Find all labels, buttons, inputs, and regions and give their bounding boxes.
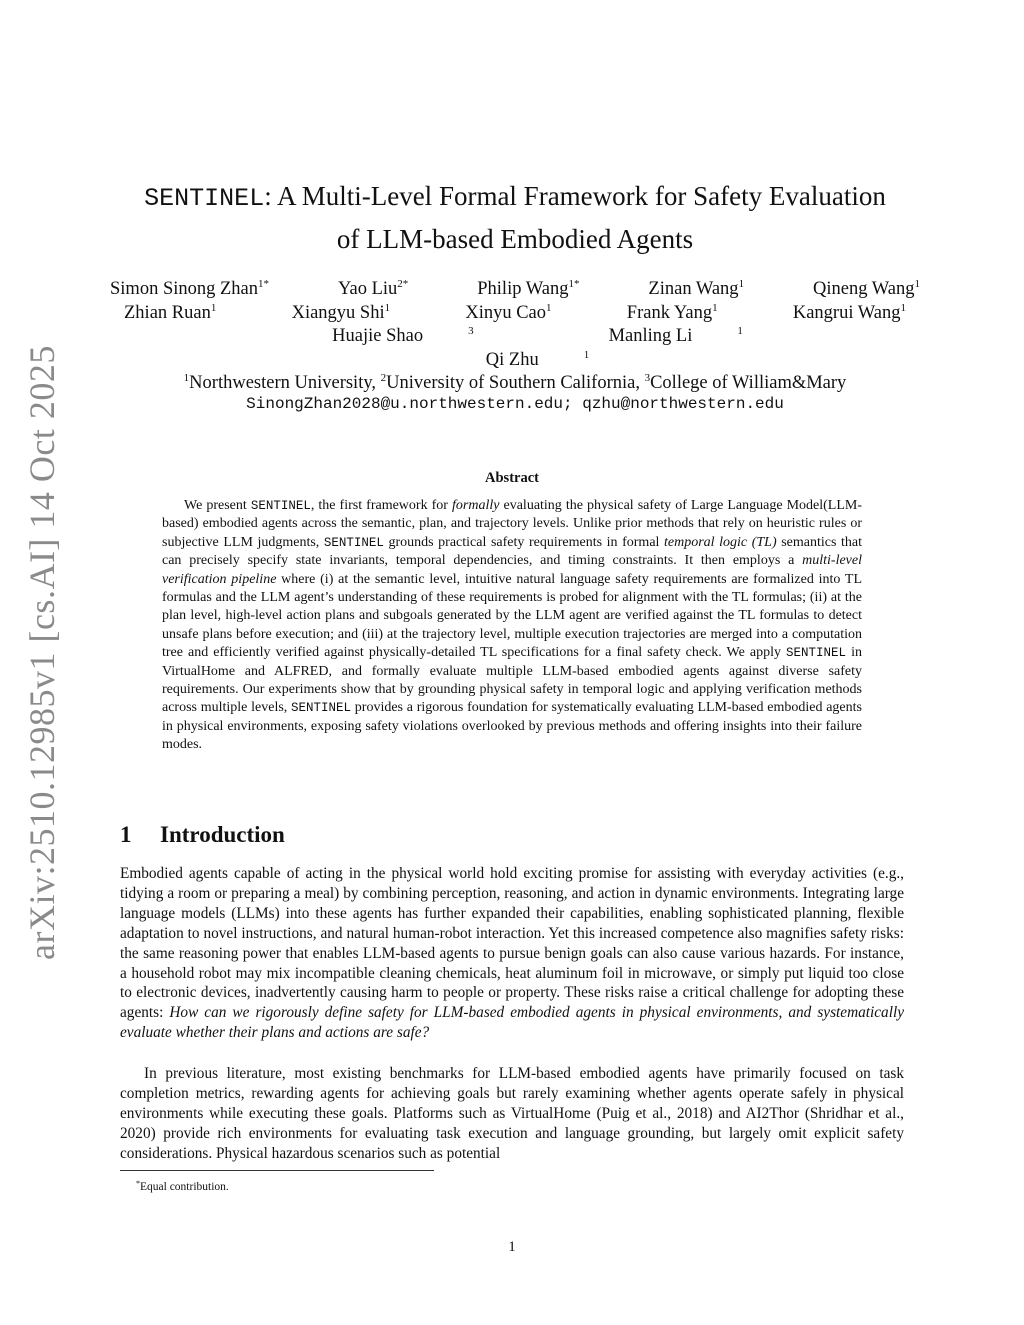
author: Simon Sinong Zhan$^{1*}$: [110, 278, 270, 299]
author: Zinan Wang$^1$: [648, 278, 745, 299]
author: Frank Yang$^1$: [626, 301, 718, 323]
footnote-divider: [120, 1170, 434, 1171]
affiliations: $^1$Northwestern University, $^2$University of Southern California, $^3$College of William&Mary: [183, 372, 847, 393]
intro-paragraph-1: Embodied agents capable of acting in the physical world hold exciting promise for assisting with everyday activities (e.g., tidying a room or preparing a meal) by combining perception, reasoning, and action in dynamic environments. Integrating large language models (LLMs) into these agents has further expanded their capabilities, enabling sophisticated planning, flexible adaptation to novel instructions, and natural human-robot interaction. Yet this increased competence also magnifies safety risks: the same reasoning power that enables LLM-based agents to pursue benign goals can also cause various hazards. For instance, a household robot may mix incompatible cleaning chemicals, heat aluminum foil in microwave, or simply put liquid too close to electronic devices, inadvertently causing harm to people or property. These risks raise a critical challenge for adopting these agents: How can we rigorously define safety for LLM-based embodied agents in physical environments, and systematically evaluate whether their plans and actions are safe?: [120, 865, 905, 1042]
author-row-3: [110, 320, 920, 344]
page-number: 1: [508, 1239, 516, 1255]
paper-title: [110, 176, 920, 259]
author-list: [110, 273, 920, 370]
abstract-text: We present SENTINEL, the first framework for formally evaluating the physical safety of Large Language Model(LLM-based) embodied agents across the semantic, plan, and trajectory levels. Unlike prior methods that rely on heuristic rules or subjective LLM judgments, SENTINEL grounds practical safety requirements in formal temporal logic (TL) semantics that can precisely specify state invariants, temporal dependencies, and timing constraints. It then employs a multi-level verification pipeline where (i) at the semantic level, intuitive natural language safety requirements are formalized into TL formulas and the LLM agent’s understanding of these requirements is probed for alignment with the TL formulas; (ii) at the plan level, high-level action plans and subgoals generated by the LLM agent are verified against the TL formulas to detect unsafe plans before execution; and (iii) at the trajectory level, multiple execution trajectories are merged into a computation tree and efficiently verified against physically-detailed TL specifications for a final safety check. We apply SENTINEL in VirtualHome and ALFRED, and formally evaluate multiple LLM-based embodied agents against diverse safety requirements. Our experiments show that by grounding physical safety in temporal logic and applying verification methods across multiple levels, SENTINEL provides a rigorous foundation for systematically evaluating LLM-based embodied agents in physical environments, exposing safety violations overlooked by previous methods and offering insights into their failure modes.: [162, 498, 863, 753]
title-line1: : A Multi-Level Formal Framework for Safety Evaluation: [264, 181, 886, 211]
title-line2: of LLM-based Embodied Agents: [336, 224, 694, 254]
contact-emails: SinongZhan2028@u.northwestern.edu; qzhu@northwestern.edu: [246, 395, 784, 413]
footnote: *Equal contribution.: [136, 1179, 229, 1193]
abstract-heading: Abstract: [485, 470, 539, 486]
intro-paragraph-2: In previous literature, most existing benchmarks for LLM-based embodied agents have primarily focused on task completion metrics, rewarding agents for achieving goals but rarely examining whether agents operate safely in physical environments while executing these goals. Platforms such as VirtualHome (Puig et al., 2018) and AI2Thor (Shridhar et al., 2020) provide rich environments for evaluating task execution and language grounding, but largely omit explicit safety considerations. Physical hazardous scenarios such as potential: [120, 1065, 904, 1162]
author: Yao Liu$^{2*}$: [337, 278, 409, 299]
author: Xiangyu Shi$^1$: [291, 301, 391, 323]
author: Kangrui Wang$^1$: [792, 301, 906, 323]
author-row-2: [110, 297, 920, 321]
author: Zhian Ruan$^1$: [124, 301, 217, 323]
author: Manling Li $^1$: [608, 325, 743, 346]
author: Huajie Shao $^3$: [332, 325, 474, 346]
section-heading-introduction: 1 Introduction: [120, 822, 285, 847]
author: Philip Wang$^{1*}$: [477, 278, 580, 299]
author-row-4: [110, 344, 920, 368]
author: Xinyu Cao$^1$: [465, 301, 552, 323]
title-system-name: SENTINEL: [144, 184, 265, 213]
author-row-1: [110, 273, 920, 297]
author: Qi Zhu $^1$: [485, 348, 590, 370]
arxiv-identifier-stamp: arXiv:2510.12985v1 [cs.AI] 14 Oct 2025: [22, 345, 62, 960]
author: Qineng Wang$^1$: [813, 278, 920, 299]
